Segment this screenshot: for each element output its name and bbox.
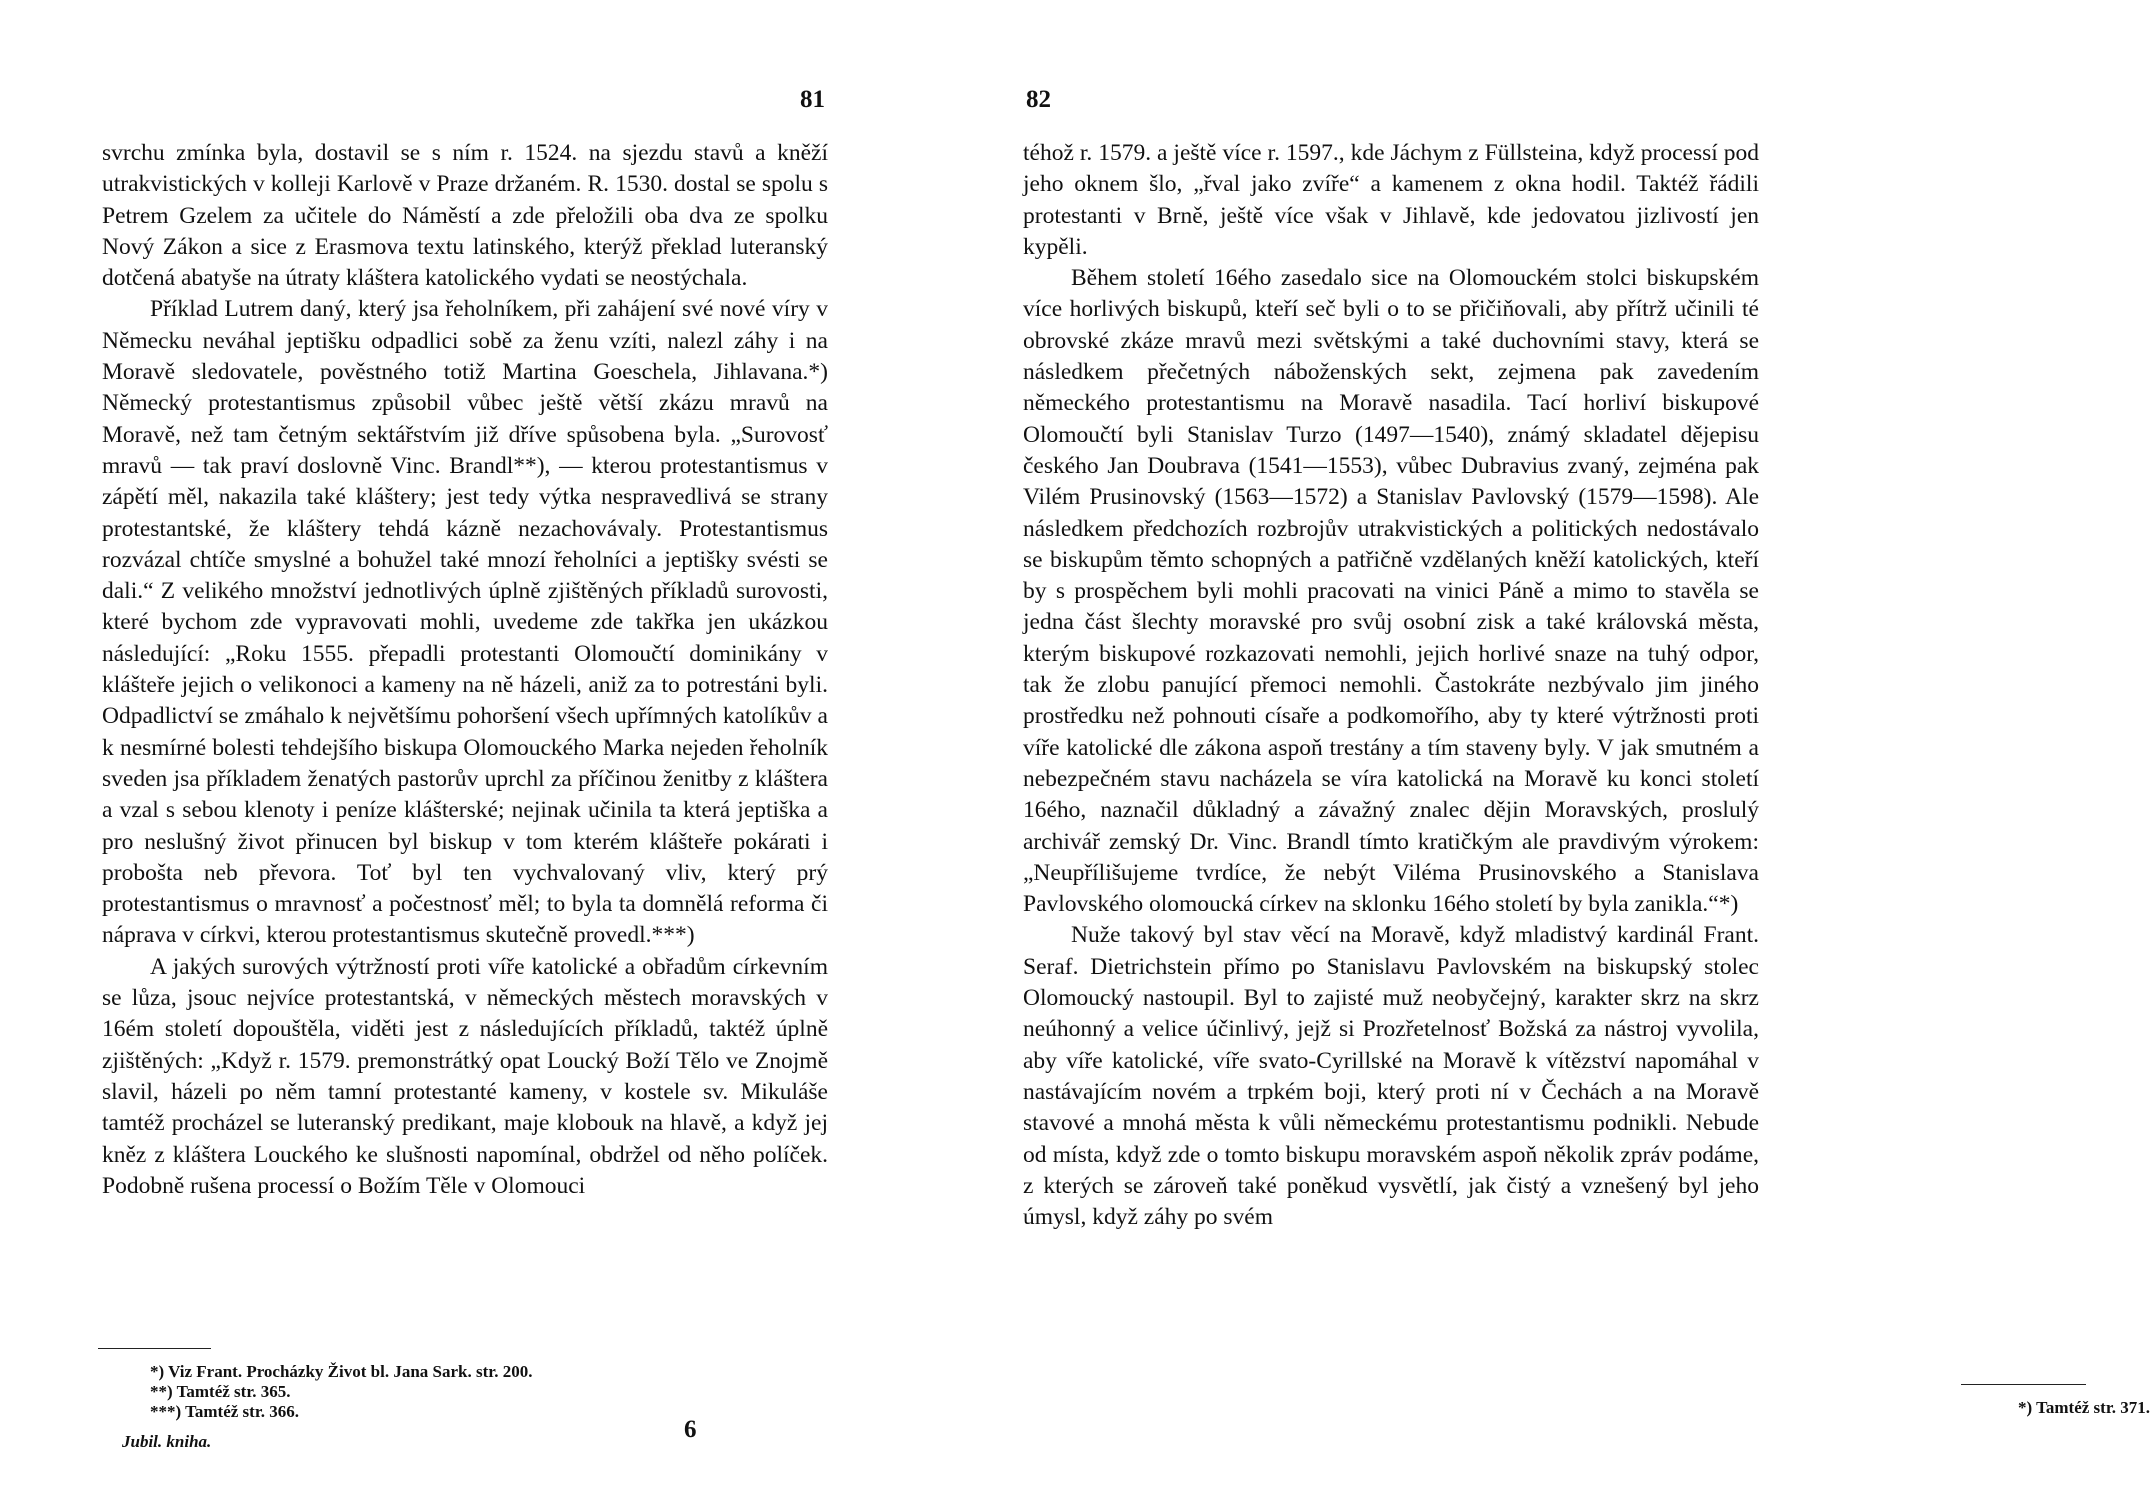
footnote: ***) Tamtéž str. 366. <box>150 1402 300 1421</box>
footnotes <box>2018 1398 2150 1418</box>
paragraph: téhož r. 1579. a ještě více r. 1597., kde Jáchym z Füllsteina, když processí pod jeho oknem šlo, „řval jako zvíře“ a kamenem z okna hodil. Taktéž řádili protestanti v Brně, ještě více však v Jihlavě, kde jedovatou jizlivostí jen kypěli. <box>1023 140 1759 260</box>
footnote: **) Tamtéž str. 365. <box>150 1382 291 1401</box>
left-page <box>0 0 921 1500</box>
paragraph: svrchu zmínka byla, dostavil se s ním r. 1524. na sjezdu stavů a kněží utrakvistických v kolleji Karlově v Praze držaném. R. 1530. dostal se spolu s Petrem Gzelem za učitele do Náměstí a zde přeložili oba dva ze spolku Nový Zákon a sice z Erasmova textu latinského, kterýž překlad luteranský dotčená abatyše na útraty kláštera katolického vydati se neostýchala. <box>102 140 828 292</box>
page-body <box>102 138 828 1202</box>
paragraph: Nuže takový byl stav věcí na Moravě, když mladistvý kardinál Frant. Seraf. Dietrichstein přímo po Stanislavu Pavlovském na biskupský stolec Olomoucký nastoupil. Byl to zajisté muž neobyčejný, karakter skrz na skrz neúhonný a velice účinlivý, jejž si Prozřetelnosť Božská za nástroj vyvolila, aby víře katolické, víře svato-Cyrillské na Moravě k vítězství napomáhal v nastávajícím novém a trpkém boji, který proti ní v Čechách a na Moravě stavové a mnohá města k vůli německému protestantismu podnikli. Nebude od místa, když zde o tomto biskupu moravském aspoň několik zpráv podáme, z kterých se zároveň také poněkud vysvětlí, jak čistý a vznešený byl jeho úmysl, když záhy po svém <box>1023 922 1759 1231</box>
right-page <box>921 0 2150 1500</box>
footnote: *) Tamtéž str. 371. <box>2018 1398 2150 1417</box>
page-number: 81 <box>800 86 825 113</box>
page-number: 82 <box>1026 86 1051 113</box>
paragraph: Během století 16ého zasedalo sice na Olomouckém stolci biskupském více horlivých biskupů, kteří seč byli o to se přičiňovali, aby přítrž učinili té obrovské zkáze mravů mezi světskými a také duchovními stavy, která se následkem přečetných náboženských sekt, zejmena pak zavedením německého protestantismu na Moravě nasadila. Tací horliví biskupové Olomoučtí byli Stanislav Turzo (1497—1540), známý skladatel dějepisu českého Jan Doubrava (1541—1553), vůbec Dubravius zvaný, zejména pak Vilém Prusinovský (1563—1572) a Stanislav Pavlovský (1579—1598). Ale následkem předchozích rozbrojův utrakvistických a politických nedostávalo se biskupům těmto schopných a patřičně vzdělaných kněží katolických, kteří by s prospěchem byli mohli pracovati na vinici Páně a mimo to stavěla se jedna část šlechty moravské pro svůj osobní zisk a také královská města, kterým biskupové rozkazovati nemohli, jejich horlivé snaze na tuhý odpor, tak že zlobu panující přemoci nemohli. Častokráte nezbývalo jim jiného prostředku než pohnouti císaře a podkomořího, aby ty které výtržnosti proti víře katolické dle zákona aspoň trestány a tím staveny byly. V jak smutném a nebezpečném stavu nacházela se víra katolická na Moravě ku konci století 16ého, naznačil důkladný a závažný znalec dějin Moravských, proslulý archivář zemský Dr. Vinc. Brandl tímto kratičkým ale pravdivým výrokem: „Neupřílišujeme tvrdíce, že nebýt Viléma Prusinovského a Stanislava Pavlovského olomoucká církev na sklonku 16ého století by byla zanikla.“*) <box>1023 265 1759 918</box>
footnote-rule <box>98 1348 211 1349</box>
footnote-rule <box>1961 1384 2086 1385</box>
signature-number: 6 <box>684 1416 697 1443</box>
paragraph: Příklad Lutrem daný, který jsa řeholníkem, při zahájení své nové víry v Německu neváhal jeptišku odpadlici sobě za ženu vzíti, nalezl záhy i na Moravě sledovatele, pověstného totiž Martina Goeschela, Jihlavana.*) Německý protestantismus způsobil vůbec ještě větší zkázu mravů na Moravě, než tam četným sektářstvím již dříve spůsobena byla. „Surovosť mravů — tak praví doslovně Vinc. Brandl**), — kterou protestantismus v zápětí měl, nakazila také kláštery; jest tedy výtka nespravedlivá se strany protestantské, že kláštery tehdá kázně nezachovávaly. Protestantismus rozvázal chtíče smyslné a bohužel také mnozí řeholníci a jeptišky svésti se dali.“ Z velikého množství jednotlivých úplně zjištěných příkladů surovosti, které bychom zde vypravovati mohli, uvedeme zde takřka jen ukázkou následující: „Roku 1555. přepadli protestanti Olomoučtí dominikány v klášteře jejich o velikonoci a kameny na ně házeli, aniž za to potrestáni byli. Odpadlictví se zmáhalo k největšímu pohoršení všech upřímných katolíkův a k nesmírné bolesti tehdejšího biskupa Olomouckého Marka nejeden řeholník sveden jsa příkladem ženatých pastorův uprchl za příčinou ženitby z kláštera a vzal s sebou klenoty i peníze klášterské; nejinak učinila ta která jeptiška a pro neslušný život přinucen byl biskup v tom kterém klášteře pokárati i probošta neb převora. Toť byl ten vychvalovaný vliv, který prý protestantismus o mravnosť a počestnosť měl; to byla ta domnělá reforma či náprava v církvi, kterou protestantismus skutečně provedl.***) <box>102 296 828 949</box>
paragraph: A jakých surových výtržností proti víře katolické a obřadům církevním se lůza, jsouc nejvíce protestantská, v německých městech moravských v 16ém století dopouštěla, viděti jest z následujících příkladů, taktéž úplně zjištěných: „Když r. 1579. premonstrátký opat Loucký Boží Tělo ve Znojmě slavil, házeli po něm tamní protestanté kameny, v kostele sv. Mikuláše tamtéž procházel se luteranský predikant, maje klobouk na hlavě, a když jej kněz z kláštera Louckého ke slušnosti napomínal, obdržel od něho políček. Podobně rušena processí o Božím Těle v Olomouci <box>102 953 828 1199</box>
signature-mark: Jubil. kniha. <box>122 1432 212 1451</box>
page-body <box>1023 138 1759 1233</box>
footnote: *) Viz Frant. Procházky Život bl. Jana Sark. str. 200. <box>150 1362 533 1381</box>
footnotes <box>150 1362 533 1422</box>
